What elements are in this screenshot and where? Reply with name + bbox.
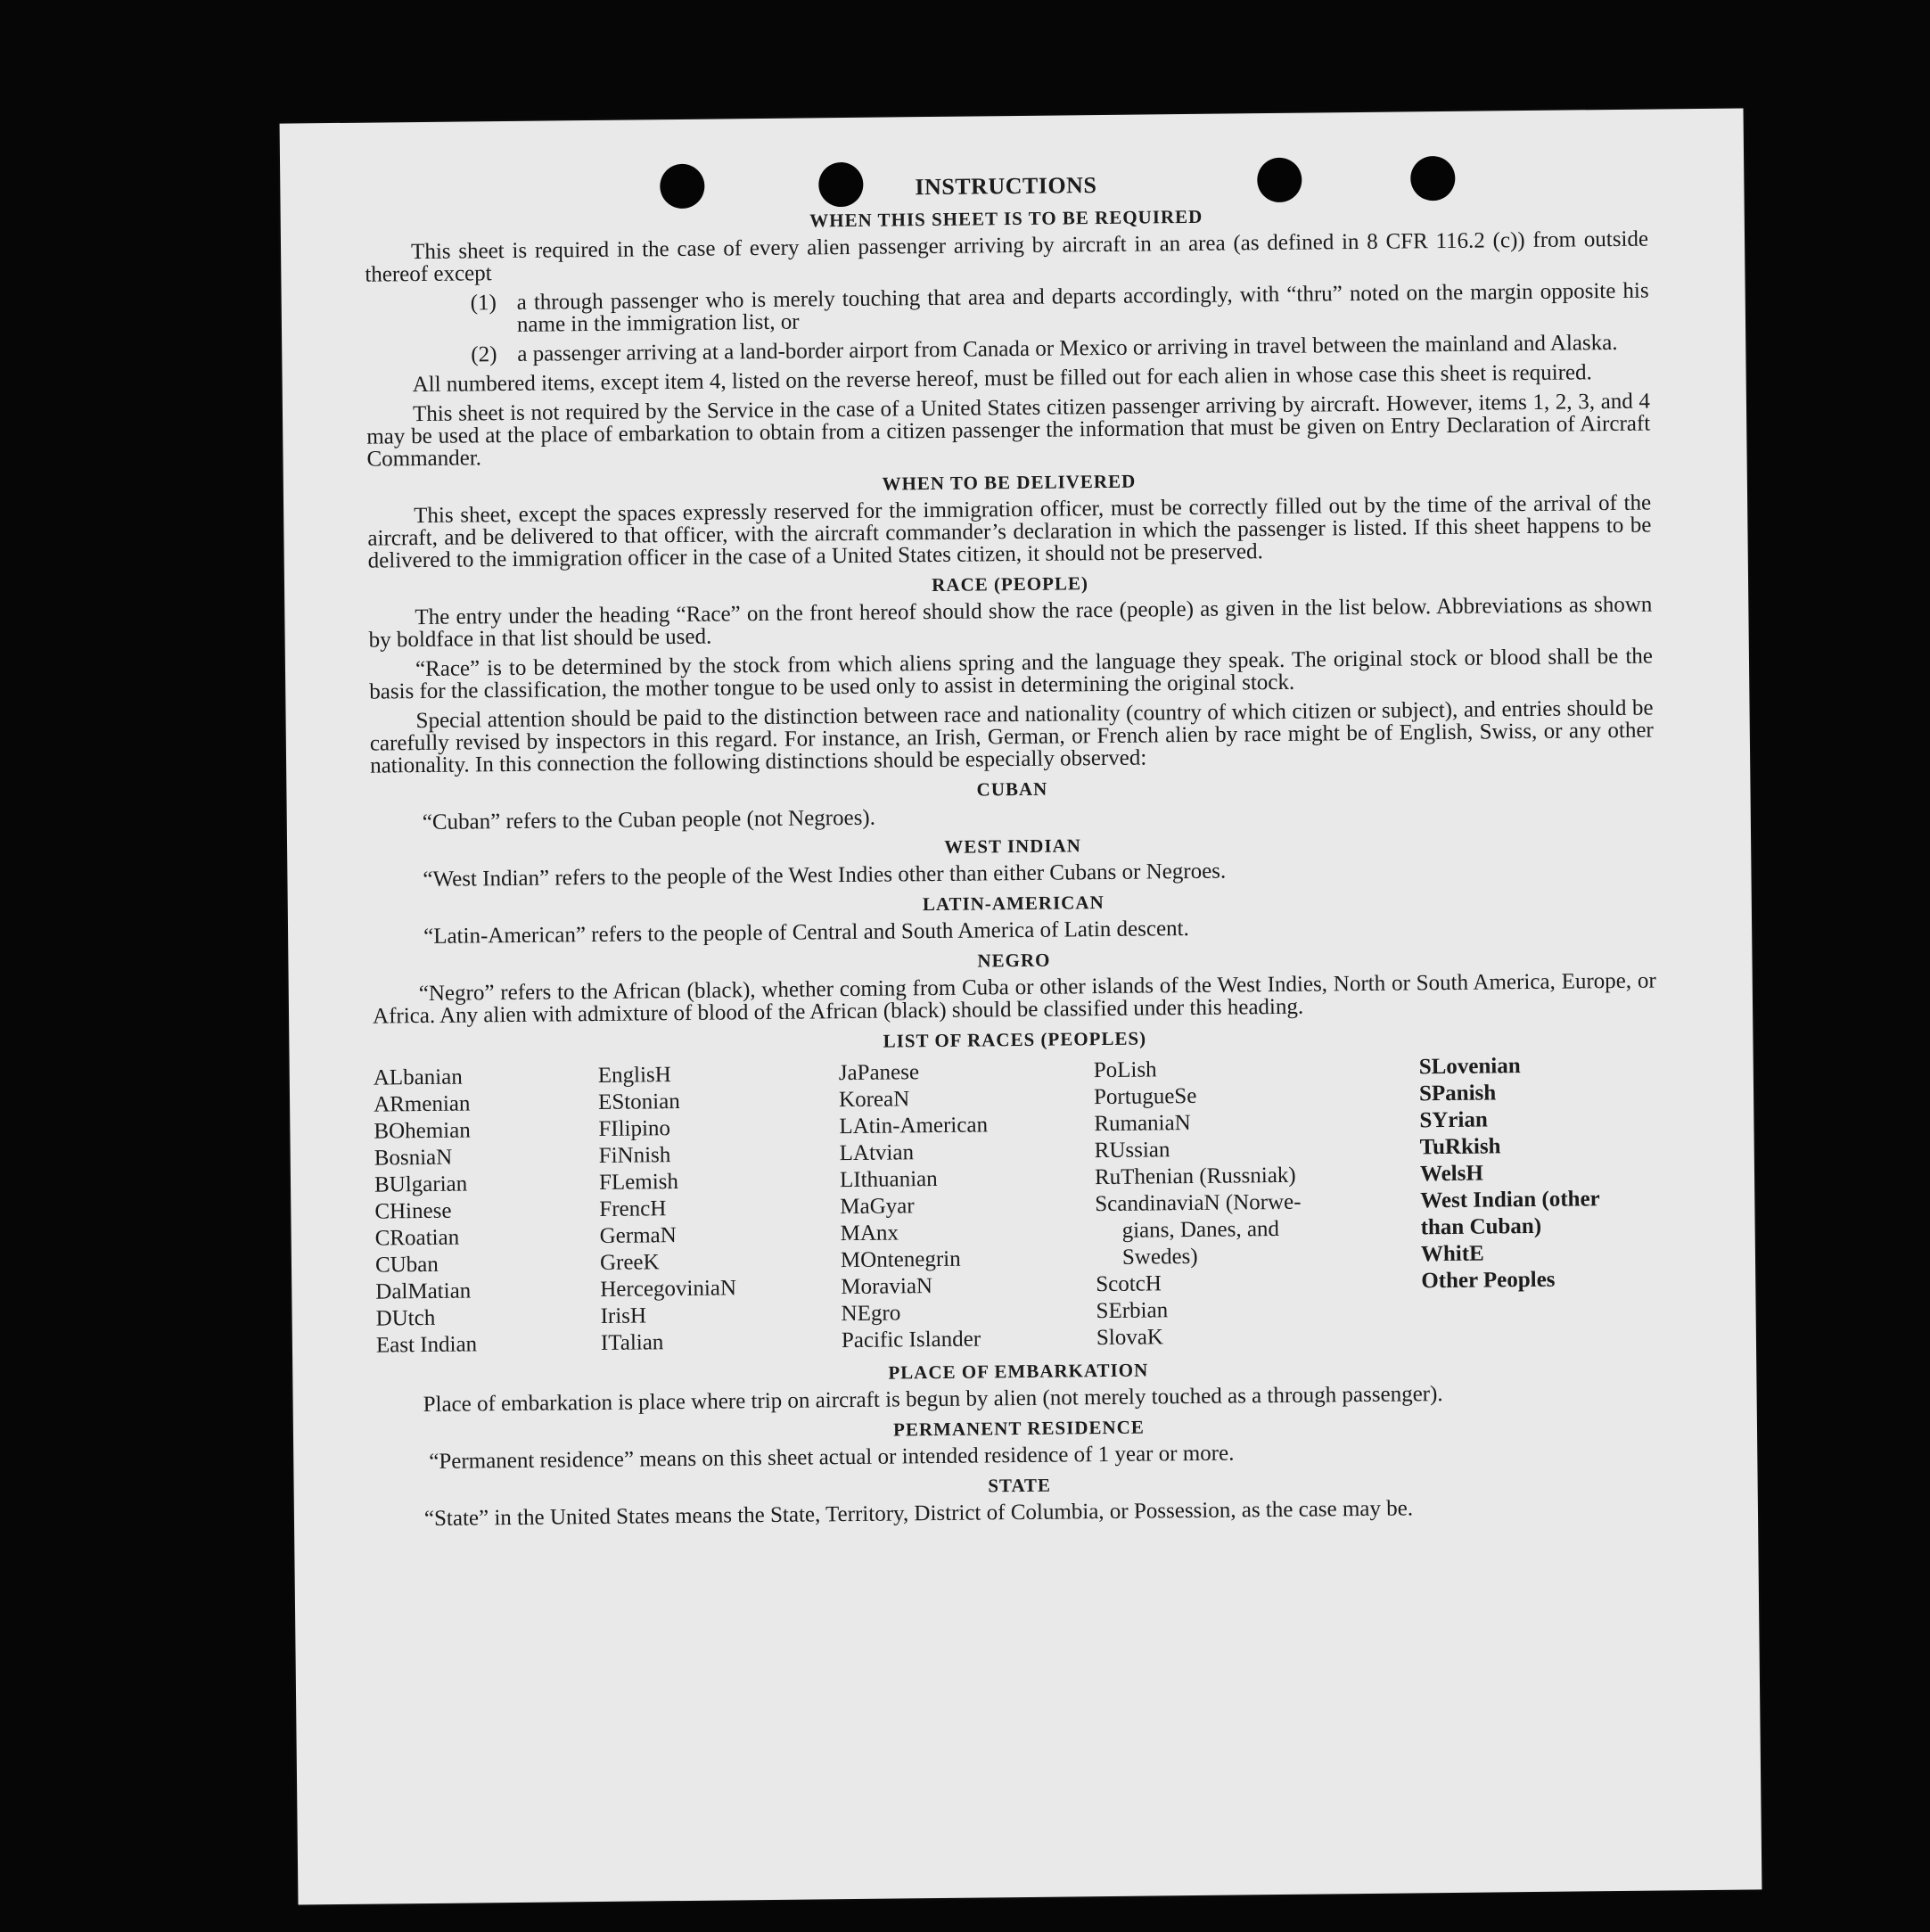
definition-state: “State” in the United States means the State, Territory, District of Columbia, or Possession, as the case may be.	[423, 1496, 1414, 1532]
paragraph-delivered: This sheet, except the spaces expressly reserved for the immigration officer, must be correctly filled out by the time of the arrival of the aircraft, and be delivered to that officer, with the aircraft commander’s declaration in which the passenger is listed. If this sheet happens to be delivered to the immigration officer in the case of a United States citizen, it should not be preserved.	[367, 490, 1652, 573]
exception-item	[471, 280, 1649, 337]
heading-when-required: WHEN THIS SHEET IS TO BE REQUIRED	[809, 205, 1203, 232]
exception-item	[471, 332, 1649, 366]
paragraph-race-2: “Race” is to be determined by the stock from which aliens spring and the language they speak. The original stock or blood shall be the basis for the classification, the mother tongue to be used only to assist in determining the original stock.	[369, 644, 1654, 704]
race-entry: EStonian	[597, 1089, 680, 1114]
instruction-sheet	[280, 108, 1762, 1904]
definition-negro: “Negro” refers to the African (black), whether coming from Cuba or other islands of the West Indies, North or South America, Europe, or Africa. Any alien with admixture of blood of the African (black) should be classified under this heading.	[372, 968, 1656, 1029]
definition-latin-american: “Latin-American” refers to the people of Central and South America of Latin descent.	[423, 917, 1189, 950]
races-column-5	[1419, 1052, 1660, 1349]
races-column-2	[598, 1060, 842, 1357]
race-entry: MAnx	[840, 1221, 899, 1246]
race-entry: ScandinaviaN (Norwe-	[1095, 1189, 1302, 1217]
heading-residence: PERMANENT RESIDENCE	[892, 1416, 1145, 1441]
race-entry: ALbanian	[373, 1065, 463, 1090]
race-entry: LIthuanian	[839, 1166, 938, 1193]
item-number: (1)	[470, 291, 497, 316]
race-entry: SPanish	[1418, 1081, 1497, 1106]
item-number: (2)	[471, 342, 497, 367]
paragraph-required: This sheet is required in the case of every alien passenger arriving by aircraft in an area (as defined in 8 CFR 116.2 (c)) from outside thereof except	[365, 226, 1649, 287]
race-entry: RumaniaN	[1094, 1111, 1191, 1137]
race-entry-continued: gians, Danes, and	[1121, 1216, 1280, 1243]
race-entry: GreeK	[599, 1250, 660, 1275]
paragraph-citizen: This sheet is not required by the Service in the case of a United States citizen passenger arriving by aircraft. However, items 1, 2, 3, and 4 may be used at the place of embarkation to obtain from a citizen passenger the information that must be given on Entry Declaration of Aircraft Commander.	[366, 389, 1651, 472]
race-entry: ITalian	[600, 1330, 664, 1355]
race-entry: CRoatian	[374, 1225, 460, 1251]
races-column-3	[839, 1057, 1096, 1354]
race-entry-continued: Swedes)	[1121, 1244, 1198, 1270]
race-entry: NEgro	[841, 1301, 901, 1327]
race-entry: FLemish	[598, 1170, 679, 1195]
races-list	[374, 1052, 1660, 1360]
sheet-content	[364, 169, 1662, 1538]
race-entry: SLovenian	[1418, 1054, 1521, 1080]
heading-when-delivered: WHEN TO BE DELIVERED	[882, 470, 1137, 495]
race-entry: Pacific Islander	[841, 1327, 981, 1353]
race-entry: BOhemian	[374, 1118, 471, 1144]
race-entry: FIlipino	[598, 1116, 671, 1141]
race-entry: WhitE	[1420, 1241, 1484, 1267]
race-entry: SYrian	[1419, 1107, 1488, 1133]
race-entry: GermaN	[599, 1223, 677, 1248]
race-entry: JaPanese	[838, 1060, 920, 1086]
definition-residence: “Permanent residence” means on this sheet actual or intended residence of 1 year or more.	[429, 1441, 1235, 1474]
race-entry: IrisH	[600, 1303, 647, 1328]
paragraph-race-3: Special attention should be paid to the distinction between race and nationality (country of which citizen or subject), and entries should be carefully revised by inspectors in this regard. For instance, an Irish, German, or French alien by race might be of English, Swiss, or any other nationality. In this connection the following distinctions should be especially observed:	[369, 695, 1654, 778]
race-entry: CUban	[374, 1252, 439, 1278]
race-entry: West Indian (other	[1420, 1187, 1600, 1213]
race-entry: BosniaN	[374, 1145, 453, 1171]
item-text: a passenger arriving at a land-border airport from Canada or Mexico or arriving in travel between the mainland and Alaska.	[517, 330, 1618, 366]
paragraph-numbered-items: All numbered items, except item 4, listed on the reverse hereof, must be filled out for each alien in whose case this sheet is required.	[412, 360, 1592, 398]
races-column-4	[1094, 1054, 1422, 1352]
item-text: a through passenger who is merely touching that area and departs accordingly, with “thru” noted on the margin opposite his name in the immigration list, or	[516, 278, 1649, 337]
heading-race: RACE (PEOPLE)	[932, 572, 1089, 596]
race-entry: TuRkish	[1419, 1134, 1501, 1160]
definition-west-indian: “West Indian” refers to the people of the West Indies other than either Cubans or Negroes.	[423, 859, 1227, 892]
heading-cuban: CUBAN	[976, 777, 1048, 801]
race-entry: HercegoviniaN	[600, 1276, 737, 1302]
race-entry: PoLish	[1093, 1057, 1157, 1083]
race-entry: WelsH	[1419, 1161, 1483, 1187]
heading-latin-american: LATIN-AMERICAN	[922, 892, 1105, 916]
race-entry: PortugueSe	[1093, 1083, 1197, 1110]
race-entry: MoraviaN	[841, 1274, 933, 1300]
race-entry: KoreaN	[838, 1087, 910, 1113]
definition-embarkation: Place of embarkation is place where trip on aircraft is begun by alien (not merely touched as a through passenger).	[423, 1382, 1443, 1418]
race-entry: FrencH	[599, 1196, 667, 1221]
race-entry: EnglisH	[597, 1063, 671, 1088]
race-entry: CHinese	[374, 1198, 452, 1224]
race-entry: DalMatian	[375, 1278, 472, 1304]
heading-state: STATE	[988, 1474, 1052, 1497]
definition-cuban: “Cuban” refers to the Cuban people (not Negroes).	[422, 805, 876, 835]
heading-embarkation: PLACE OF EMBARKATION	[888, 1359, 1149, 1384]
race-entry: LAtvian	[839, 1140, 915, 1166]
race-entry: MOntenegrin	[840, 1246, 961, 1273]
race-entry: DUtch	[375, 1305, 436, 1331]
race-entry: ScotcH	[1096, 1271, 1162, 1297]
race-entry: ARmenian	[373, 1091, 471, 1117]
race-entry: SlovaK	[1096, 1325, 1164, 1351]
race-entry: RUssian	[1094, 1138, 1170, 1163]
race-entry: MaGyar	[840, 1194, 915, 1220]
race-entry: BUlgarian	[374, 1172, 468, 1197]
race-entry: Other Peoples	[1421, 1267, 1556, 1294]
paragraph-race-1: The entry under the heading “Race” on the front hereof should show the race (people) as given in the list below. Abbreviations as shown by boldface in that list should be used.	[368, 592, 1653, 653]
race-entry-continued: than Cuban)	[1420, 1213, 1542, 1240]
race-entry: East Indian	[375, 1332, 478, 1358]
page-title: INSTRUCTIONS	[915, 172, 1097, 201]
race-entry: FiNnish	[598, 1143, 671, 1168]
race-entry: SErbian	[1096, 1298, 1169, 1324]
races-column-1	[374, 1063, 601, 1360]
race-entry: LAtin-American	[839, 1113, 989, 1139]
heading-list-of-races: LIST OF RACES (PEOPLES)	[883, 1027, 1147, 1052]
heading-west-indian: WEST INDIAN	[944, 834, 1082, 858]
heading-negro: NEGRO	[977, 949, 1051, 972]
race-entry: RuThenian (Russniak)	[1094, 1163, 1296, 1190]
